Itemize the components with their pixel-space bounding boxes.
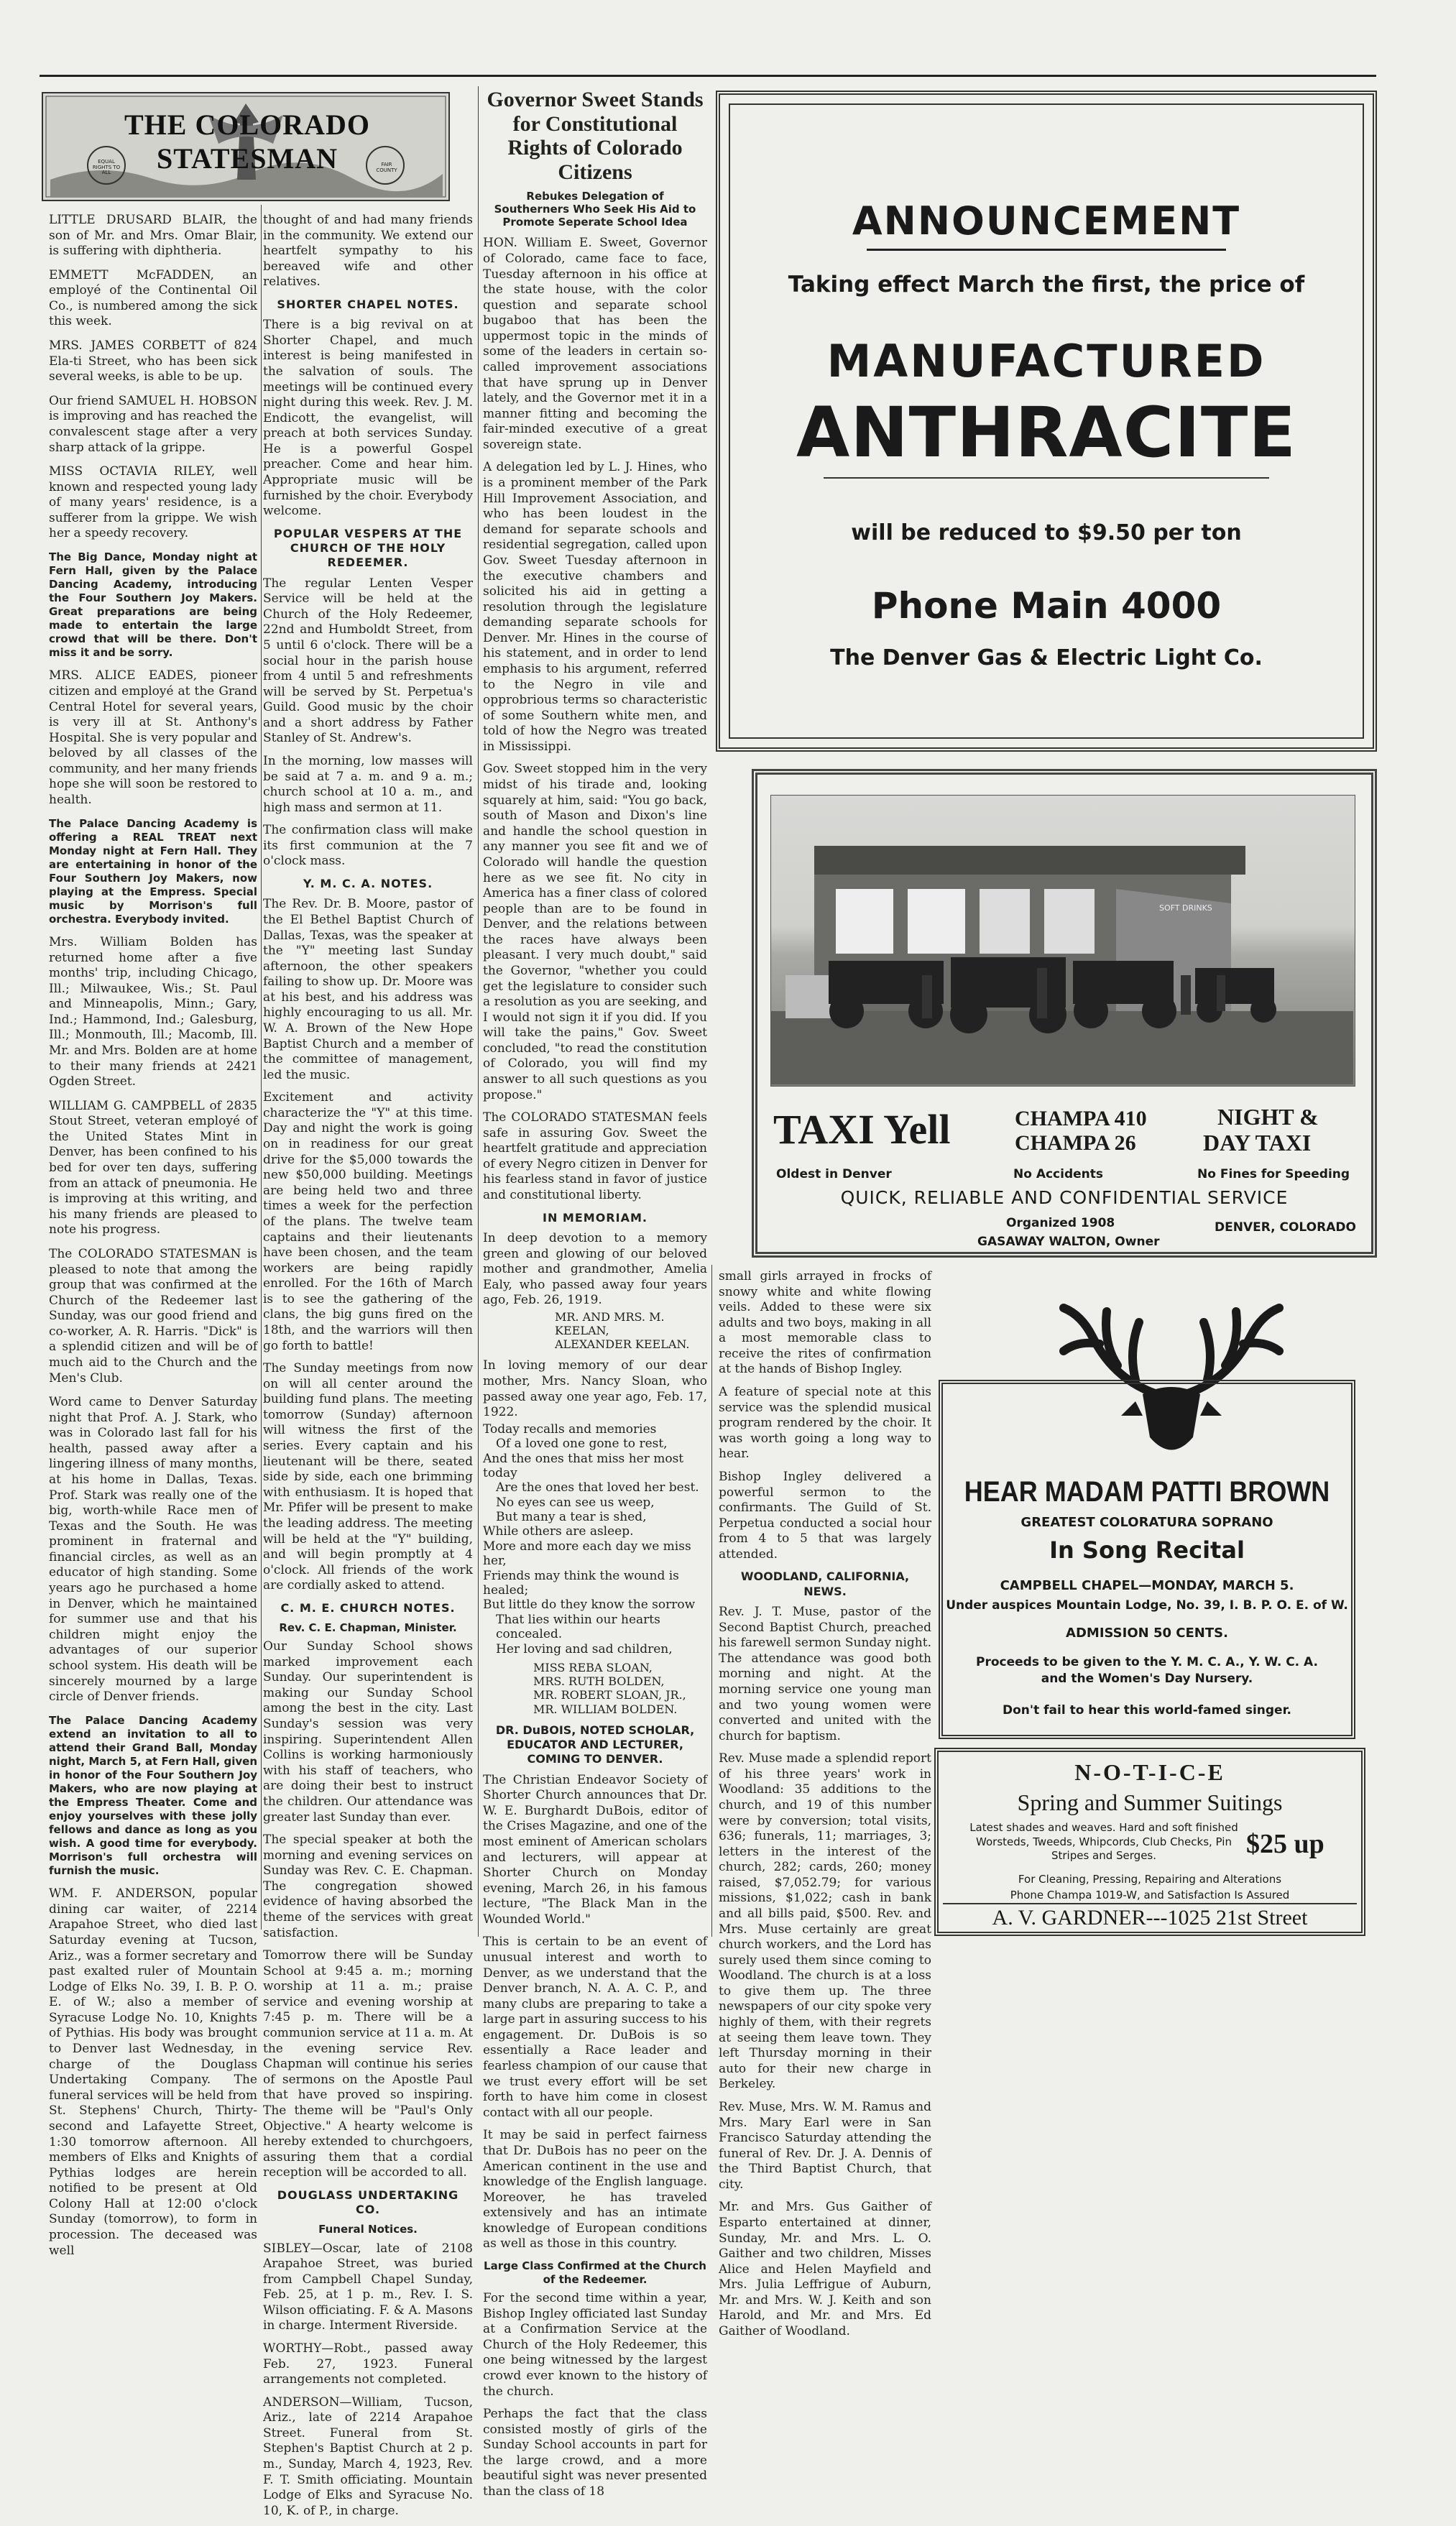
section-heading: SHORTER CHAPEL NOTES. — [277, 297, 459, 311]
patti-venue: CAMPBELL CHAPEL—MONDAY, MARCH 5. — [1000, 1578, 1294, 1593]
headline-deck: Rebukes Delegation of Southerners Who Seek His Aid to Promote Seperate School Idea — [494, 190, 696, 229]
news-item: The special speaker at both the morning and evening services on Sunday was Rev. C. E. Chapman. The congregation showed evidence of having absorbed the theme of the services with great satisfaction. — [263, 1833, 473, 1940]
news-item: Mrs. William Bolden has returned home after a five months' trip, including Chicago, Ill.; Milwaukee, Wis.; St. Paul and Minneapolis, Minn.; Gary, Ind.; Hammond, Ind.; Galesburg, Ill.; Monmouth, Ill.; Macomb, Ill. Mr. and Mrs. Bolden are at home to their many friends at 2421 Ogden Street. — [49, 934, 257, 1089]
patti-proceeds: Proceeds to be given to the Y. M. C. A., Y. W. C. A. and the Women's Day Nursery. — [976, 1655, 1318, 1686]
memoriam-signature: MRS. RUTH BOLDEN, — [533, 1674, 665, 1689]
column-1 — [49, 213, 257, 2267]
column-divider — [711, 1265, 712, 1937]
masthead-left-seal: EQUAL RIGHTS TO ALL — [92, 159, 121, 176]
taxi-feature: No Fines for Speeding — [1197, 1167, 1350, 1181]
column-4 — [719, 1269, 931, 2347]
taxi-garage-photo-icon — [771, 796, 1353, 1084]
news-item: LITTLE DRUSARD BLAIR, the son of Mr. and Mrs. Omar Blair, is suffering with diphtheria. — [49, 213, 257, 259]
news-item: Excitement and activity characterize the "Y" at this time. Day and night the work is going on in readiness for our great drive for the $5,000 towards the new $50,000 building. Meetings are being held two and three times a week for the perfection of the plans. The twelve team captains and their lieutenants have been chosen, and the team workers are being rapidly enrolled. For the 16th of March is to see the gathering of the clans, the big guns fired on the 18th, and the warriors will then go forth to battle! — [263, 1090, 473, 1353]
news-item: thought of and had many friends in the community. We extend our heartfelt sympathy to his bereaved wife and other relatives. — [263, 213, 473, 290]
verse-line: That lies within our hearts concealed. — [496, 1612, 660, 1642]
ad-line: MANUFACTURED — [826, 335, 1266, 387]
taxi-night: NIGHT & — [1217, 1104, 1319, 1130]
taxi-city: DENVER, COLORADO — [1215, 1220, 1356, 1235]
column-divider — [261, 205, 262, 1930]
verse-line: Friends may think the wound is healed; — [483, 1568, 679, 1598]
memoriam-text: In deep devotion to a memory green and glowing of our beloved mother and grandmother, Amelia Ealy, who passed away four years ago, Feb. 26, 1919. — [483, 1230, 707, 1308]
ad-inner-border — [729, 103, 1364, 739]
taxi-organized: Organized 1908 — [1006, 1216, 1115, 1230]
verse-line: And the ones that miss her most today — [483, 1451, 684, 1480]
article-paragraph: A delegation led by L. J. Hines, who is a prominent member of the Park Hill Improvement Association, and who has been loudest in the demand for separate schools and residential segregation, called upon Gov. Sweet Tuesday afternoon in the executive chambers and solicited his aid in getting a resolution through the legislature demanding separate schools for Denver. Mr. Hines in the course of his statement, and in order to lend emphasis to his argument, referred to the Negro in vile and opprobrious terms so characteristic of some Southern white men, and told of how the Negro was treated in Mississippi. — [483, 460, 707, 754]
masthead-right-seal: FAIR COUNTY — [376, 162, 397, 173]
article-paragraph: A feature of special note at this service was the splendid musical program rendered by the choir. It was worth going a long way to hear. — [719, 1385, 931, 1462]
article-paragraph: Rev. J. T. Muse, pastor of the Second Baptist Church, preached his farewell sermon Sunday night. The attendance was good both morning and night. At the morning service one young man and two young women were converted and united with the church for baptism. — [719, 1605, 931, 1743]
news-item: In the morning, low masses will be said at 7 a. m. and 9 a. m.; church school at 10 a. m., and high mass and sermon at 11. — [263, 754, 473, 815]
verse-line: Today recalls and memories — [483, 1421, 657, 1437]
taxi-day: DAY TAXI — [1203, 1130, 1312, 1156]
news-item: MRS. ALICE EADES, pioneer citizen and employé at the Grand Central Hotel for several years, is very ill at St. Anthony's Hospital. She is very popular and beloved by all classes of the community, and her many friends hope she will soon be restored to health. — [49, 668, 257, 807]
dance-notice: The Palace Dancing Academy is offering a REAL TREAT next Monday night at Fern Hall. They are entertaining in honor of the Four Southern Joy Makers, now playing at the Empress. Special music by Morrison's full orchestra. Everybody invited. — [49, 816, 257, 926]
photo-sign: SOFT DRINKS — [1159, 903, 1212, 913]
column-2 — [263, 213, 473, 2526]
memoriam-signature: MISS REBA SLOAN, — [533, 1660, 653, 1674]
verse-line: Are the ones that loved her best. — [496, 1480, 699, 1495]
verse-line: Of a loved one gone to rest, — [496, 1437, 668, 1452]
memoriam-signature: ALEXANDER KEELAN. — [555, 1337, 690, 1352]
column-3 — [483, 88, 707, 2507]
article-paragraph: This is certain to be an event of unusual interest and worth to Denver, as we understand that the Denver branch, N. A. A. C. P., and many clubs are preparing to take a large part in assuring success to his engagement. Dr. DuBois is so essentially a Race leader and fearless champion of our cause that we trust every effort will be set forth to have him come in closest contact with all our people. — [483, 1935, 707, 2120]
top-rule — [40, 75, 1376, 77]
masthead-title: THE COLORADO STATESMAN — [124, 109, 371, 175]
news-item: MISS OCTAVIA RILEY, well known and respected young lady of many years' residence, is a sufferer from la grippe. We wish her a speedy recovery. — [49, 464, 257, 541]
article-paragraph: Perhaps the fact that the class consisted mostly of girls of the Sunday School accounts in part for the large crowd, and a more beautiful sight was never presented than the class of 18 — [483, 2407, 707, 2499]
ad-title-underline — [867, 249, 1226, 251]
news-item: The confirmation class will make its first communion at the 7 o'clock mass. — [263, 823, 473, 869]
article-paragraph: The COLORADO STATESMAN feels safe in assuring Gov. Sweet the heartfelt gratitude and appreciation of every Negro citizen in Denver for his fearless stand in favor of justice and constitutional liberty. — [483, 1110, 707, 1203]
ad-company: The Denver Gas & Electric Light Co. — [830, 645, 1263, 670]
section-heading: Y. M. C. A. NOTES. — [303, 877, 433, 891]
patti-admission: ADMISSION 50 CENTS. — [1066, 1626, 1228, 1641]
news-item: The Sunday meetings from now on will all center around the building fund plans. The meeting tomorrow (Sunday) afternoon will witness the first of the series. Every captain and his lieutenant will be there, seated side by side, each one brimming with enthusiasm. It is hoped that Mr. Pfifer will be present to make the leading address. The meeting will be held at the "Y" building, and will begin promptly at 4 o'clock. All friends of the work are cordially asked to attend. — [263, 1361, 473, 1593]
notice-name: A. V. GARDNER---1025 21st Street — [943, 1903, 1357, 1930]
ad-phone: Phone Main 4000 — [871, 585, 1222, 627]
dance-notice: The Big Dance, Monday night at Fern Hall, given by the Palace Dancing Academy, introducing the Four Southern Joy Makers. Great preparations are being made to entertain the large crowd that will be there. Don't miss it and be sorry. — [49, 550, 257, 660]
news-item: Our friend SAMUEL H. HOBSON is improving and has reached the convalescent stage after a very sharp attack of la grippe. — [49, 393, 257, 455]
verse-line: But many a tear is shed, — [496, 1510, 647, 1525]
section-heading: WOODLAND, CALIFORNIA, NEWS. — [740, 1569, 910, 1598]
section-heading: DOUGLASS UNDERTAKING CO. — [277, 2188, 459, 2217]
section-heading: POPULAR VESPERS AT THE CHURCH OF THE HOLY REDEEMER. — [273, 526, 463, 570]
taxi-tagline: QUICK, RELIABLE AND CONFIDENTIAL SERVICE — [840, 1187, 1289, 1208]
news-item: Tomorrow there will be Sunday School at 9:45 a. m.; morning worship at 11 a. m.; praise service and evening worship at 7:45 p. m. There will be a communion service at 11 a. m. At the evening service Rev. Chapman will continue his series of sermons on the Apostle Paul that have proved so inspiring. The theme will be "Paul's Only Objective." A hearty welcome is hereby extended to churchgoers, assuring them that a cordial reception will be accorded to all. — [263, 1948, 473, 2180]
article-paragraph: Gov. Sweet stopped him in the very midst of his tirade and, looking squarely at him, said: "You go back, south of Mason and Dixon's line and handle the school question in any manner you see fit and we of Colorado will handle the question here as we see fit. No city in America has a finer class of colored people than are to be found in Denver, and the relations between the races have always been pleasant. I very much doubt," said the Governor, "whether you could get the legislature to consider such a resolution as you are seeking, and I would not sign it if you did. If you will take the pains," Gov. Sweet concluded, "to read the constitution of Colorado, you will find my answer to all such questions as you propose." — [483, 762, 707, 1102]
news-item: WILLIAM G. CAMPBELL of 2835 Stout Street, veteran employé of the United States Mint in Denver, has been confined to his bed for over ten days, suffering from an attack of pneumonia. He is improving at this writing, and his many friends are pleased to note his progress. — [49, 1098, 257, 1237]
column-divider — [478, 86, 479, 1937]
section-heading: C. M. E. CHURCH NOTES. — [280, 1600, 456, 1615]
memoriam-signature: MR. AND MRS. M. KEELAN, — [555, 1309, 665, 1338]
patti-dontfail: Don't fail to hear this world-famed singer. — [1003, 1703, 1291, 1718]
verse-line: But little do they know the sorrow — [483, 1598, 696, 1613]
news-item: Word came to Denver Saturday night that Prof. A. J. Stark, who was in Colorado last fall for his health, passed away after a lingering illness of many months, at his home in Dallas, Texas. Prof. Stark was really one of the big, worth-while Race men of Texas and the South. He was prominent in fraternal and financial circles, as well as an educator of high standing. Some years ago he purchased a home in Denver, which he maintained for summer use and that his children might enjoy the advantages of our superior school system. His death will be sincerely mourned by a large circle of Denver friends. — [49, 1395, 257, 1705]
ad-title: ANNOUNCEMENT — [852, 198, 1241, 244]
patti-brown-ad — [939, 1380, 1355, 1739]
memoriam-signature: MR. ROBERT SLOAN, JR., — [533, 1688, 686, 1702]
news-item: MRS. JAMES CORBETT of 824 Ela-ti Street, who has been sick several weeks, is able to be up. — [49, 338, 257, 384]
ad-divider — [824, 477, 1269, 479]
section-heading: DR. DuBOIS, NOTED SCHOLAR, EDUCATOR AND LECTURER, COMING TO DENVER. — [495, 1723, 695, 1766]
funeral-notice: WORTHY—Robt., passed away Feb. 27, 1923. Funeral arrangements not completed. — [263, 2341, 473, 2387]
verse-line: While others are asleep. — [483, 1524, 634, 1539]
taxi-ad — [752, 769, 1377, 1258]
ad-line: will be reduced to $9.50 per ton — [851, 520, 1242, 545]
verse-line: More and more each day we miss her, — [483, 1539, 691, 1569]
taxi-phone: CHAMPA 410 — [1015, 1107, 1147, 1130]
ad-line: ANTHRACITE — [796, 392, 1296, 473]
patti-title: HEAR MADAM PATTI BROWN — [964, 1476, 1330, 1508]
article-paragraph: Mr. and Mrs. Gus Gaither of Esparto entertained at dinner, Sunday, Mr. and Mrs. L. O. Gaither and two children, Misses Alice and Helen Mayfield and Mrs. Julia Leffrigue of Auburn, Mr. and Mrs. W. J. Keith and son Harold, and Mr. and Mrs. Ed Gaither of Woodland. — [719, 2200, 931, 2339]
notice-description: Latest shades and weaves. Hard and soft finished Worsteds, Tweeds, Whipcords, Club Checks, Pin Stripes and Serges. — [969, 1821, 1238, 1862]
article-paragraph: For the second time within a year, Bishop Ingley officiated last Sunday at a Confirmation Service at the Church of the Holy Redeemer, this one being witnessed by the largest crowd ever known to the history of the church. — [483, 2291, 707, 2399]
taxi-name: TAXI Yell — [773, 1106, 951, 1153]
funeral-notice: SIBLEY—Oscar, late of 2108 Arapahoe Street, was buried from Campbell Chapel Sunday, Feb. 25, at 1 p. m., Rev. I. S. Wilson officiating. F. & A. Masons in charge. Interment Riverside. — [263, 2241, 473, 2333]
article-paragraph: Bishop Ingley delivered a powerful sermon to the confirmants. The Guild of St. Perpetua conducted a social hour from 4 to 5 that was largely attended. — [719, 1469, 931, 1562]
news-item: The COLORADO STATESMAN is pleased to note that among the group that was confirmed at the Church of the Redeemer last Sunday, was our good friend and co-worker, A. R. Harris. "Dick" is a splendid citizen and will be of much aid to the Church and the Men's Club. — [49, 1246, 257, 1386]
taxi-feature: Oldest in Denver — [776, 1167, 892, 1181]
taxi-phone: CHAMPA 26 — [1015, 1131, 1136, 1155]
news-item: WM. F. ANDERSON, popular dining car waiter, of 2214 Arapahoe Street, who died last Saturday evening at Tucson, Ariz., was a former secretary and past exalted ruler of Mountain Lodge of Elks No. 39, I. B. P. O. E. of W.; also a member of Syracuse Lodge No. 10, Knights of Pythias. His body was brought to Denver last Wednesday, in charge of the Douglass Undertaking Company. The funeral services will be held from St. Stephens' Church, Thirty-second and Lafayette Street, 1:30 tomorrow afternoon. All members of Elks and Knights of Pythias lodges are herein notified to be present at Old Colony Hall at 12:00 o'clock Sunday (tomorrow), to form in procession. The deceased was well — [49, 1886, 257, 2258]
news-item: The regular Lenten Vesper Service will be held at the Church of the Holy Redeemer, 22nd and Humboldt Street, from 5 until 6 o'clock. There will be a social hour in the parish house from 4 until 5 and refreshments will be served by St. Perpetua's Guild. Good music by the choir and a short address by Father Stanley of St. Andrew's. — [263, 576, 473, 746]
notice-services: For Cleaning, Pressing, Repairing and Alterations — [1018, 1873, 1282, 1886]
gardner-notice-ad — [934, 1748, 1365, 1936]
patti-recital: In Song Recital — [1049, 1536, 1245, 1564]
funeral-notice: ANDERSON—William, Tucson, Ariz., late of 2214 Arapahoe Street. Funeral from St. Stephen's Baptist Church at 2 p. m., Sunday, March 4, 1923, Rev. F. T. Smith officiating. Mountain Lodge of Elks and Syracuse No. 10, K. of P., in charge. — [263, 2394, 473, 2518]
news-item: The Rev. Dr. B. Moore, pastor of the El Bethel Baptist Church of Dallas, Texas, was the speaker at the "Y" meeting last Sunday afternoon, the other speakers failing to show up. Dr. Moore was at his best, and his address was highly encouraging to us all. Mr. W. A. Brown of the New Hope Baptist Church and a member of the committee of management, led the music. — [263, 897, 473, 1082]
anthracite-ad — [716, 91, 1377, 752]
taxi-owner: GASAWAY WALTON, Owner — [977, 1235, 1160, 1249]
news-item: Our Sunday School shows marked improvement each Sunday. Our superintendent is making our Sunday School among the best in the city. Last Sunday's session was very inspiring. Superintendent Allen Collins is working harmoniously with his staff of teachers, who are doing their best to instruct the children. Our attendance was greater last Sunday than ever. — [263, 1639, 473, 1825]
verse-line: No eyes can see us weep, — [496, 1495, 655, 1510]
taxi-photo — [770, 795, 1355, 1087]
article-paragraph: Rev. Muse, Mrs. W. M. Ramus and Mrs. Mary Earl were in San Francisco Saturday attending the funeral of Rev. Dr. J. A. Dennis of the Third Baptist Church, that city. — [719, 2099, 931, 2192]
news-item: There is a big revival on at Shorter Chapel, and much interest is being manifested in the salvation of souls. The meetings will be continued every night during this week. Rev. J. M. Endicott, the evangelist, will preach at both services Sunday. He is a powerful Gospel preacher. Come and hear him. Appropriate music will be furnished by the choir. Everybody welcome. — [263, 318, 473, 519]
section-subheading: Rev. C. E. Chapman, Minister. — [279, 1621, 457, 1635]
article-paragraph: The Christian Endeavor Society of Shorter Church announces that Dr. W. E. Burghardt DuBois, editor of the Crises Magazine, and one of the most eminent of American scholars and lecturers, will appear at Shorter Church on Monday evening, March 26, in his famous lecture, "The Black Man in the Wounded World." — [483, 1772, 707, 1927]
memoriam-signature: MR. WILLIAM BOLDEN. — [533, 1702, 678, 1716]
section-heading: IN MEMORIAM. — [543, 1210, 648, 1225]
notice-phone: Phone Champa 1019-W, and Satisfaction Is Assured — [1010, 1889, 1290, 1902]
notice-title: N-O-T-I-C-E — [1074, 1759, 1225, 1785]
patti-subtitle: GREATEST COLORATURA SOPRANO — [1020, 1515, 1273, 1530]
main-headline: Governor Sweet Stands for Constitutional Rights of Colorado Citizens — [487, 88, 704, 184]
article-paragraph: small girls arrayed in frocks of snowy white and white flowing veils. Added to these were six adults and two boys, making in all a most memorable class to receive the rites of confirmation at the hands of Bishop Ingley. — [719, 1269, 931, 1377]
article-paragraph: Rev. Muse made a splendid report of his three years' work in Woodland: 35 additions to the church, and 19 of this number were by conversion; total visits, 636; funerals, 11; marriages, 3; letters in the interest of the church, 282; cards, 260; money raised, $7,052.79; for various missions, $1,022; cash in bank and all bills paid, $500. Rev. and Mrs. Muse certainly are great church workers, and the Lord has surely used them since coming to Woodland. The church is at a loss to give them up. The three newspapers of our city spoke very highly of them, with their regrets at seeing them leave town. They left Thursday morning in their auto for their new charge in Berkeley. — [719, 1751, 931, 2092]
patti-auspices: Under auspices Mountain Lodge, No. 39, I. B. P. O. E. of W. — [946, 1598, 1348, 1613]
article-paragraph: HON. William E. Sweet, Governor of Colorado, came face to face, Tuesday afternoon in his office at the state house, with the color question and separate school bugaboo that has been the uppermost topic in the minds of some of the leaders in certain so-called improvement associations that have sprung up in Denver lately, and the Governor met it in a manner fitting and becoming the fair-minded executive of a great sovereign state. — [483, 236, 707, 452]
article-paragraph: It may be said in perfect fairness that Dr. DuBois has no peer on the American continent in the use and knowledge of the English language. Moreover, he has traveled extensively and has an intimate knowledge of European conditions as well as those in this country. — [483, 2128, 707, 2251]
notice-subtitle: Spring and Summer Suitings — [1017, 1789, 1283, 1815]
ad-line: Taking effect March the first, the price of — [788, 272, 1305, 298]
masthead — [42, 92, 450, 201]
news-item: EMMETT McFADDEN, an employé of the Continental Oil Co., is numbered among the sick this week. — [49, 267, 257, 329]
memoriam-text: In loving memory of our dear mother, Mrs. Nancy Sloan, who passed away one year ago, Feb. 17, 1922. — [483, 1358, 707, 1420]
dance-notice: The Palace Dancing Academy extend an invitation to all to attend their Grand Ball, Monday night, March 5, at Fern Hall, given in honor of the Four Southern Joy Makers, who are now playing at the Empress Theater. Come and enjoy yourselves with these jolly fellows and dance as long as you wish. A good time for everybody. Morrison's full orchestra will furnish the music. — [49, 1713, 257, 1878]
verse-line: Her loving and sad children, — [496, 1641, 673, 1656]
section-subheading: Funeral Notices. — [318, 2223, 418, 2236]
section-heading: Large Class Confirmed at the Church of the Redeemer. — [484, 2259, 706, 2287]
memoriam-verse — [483, 1422, 707, 1656]
taxi-feature: No Accidents — [1013, 1167, 1104, 1181]
notice-price: $25 up — [1246, 1829, 1324, 1859]
